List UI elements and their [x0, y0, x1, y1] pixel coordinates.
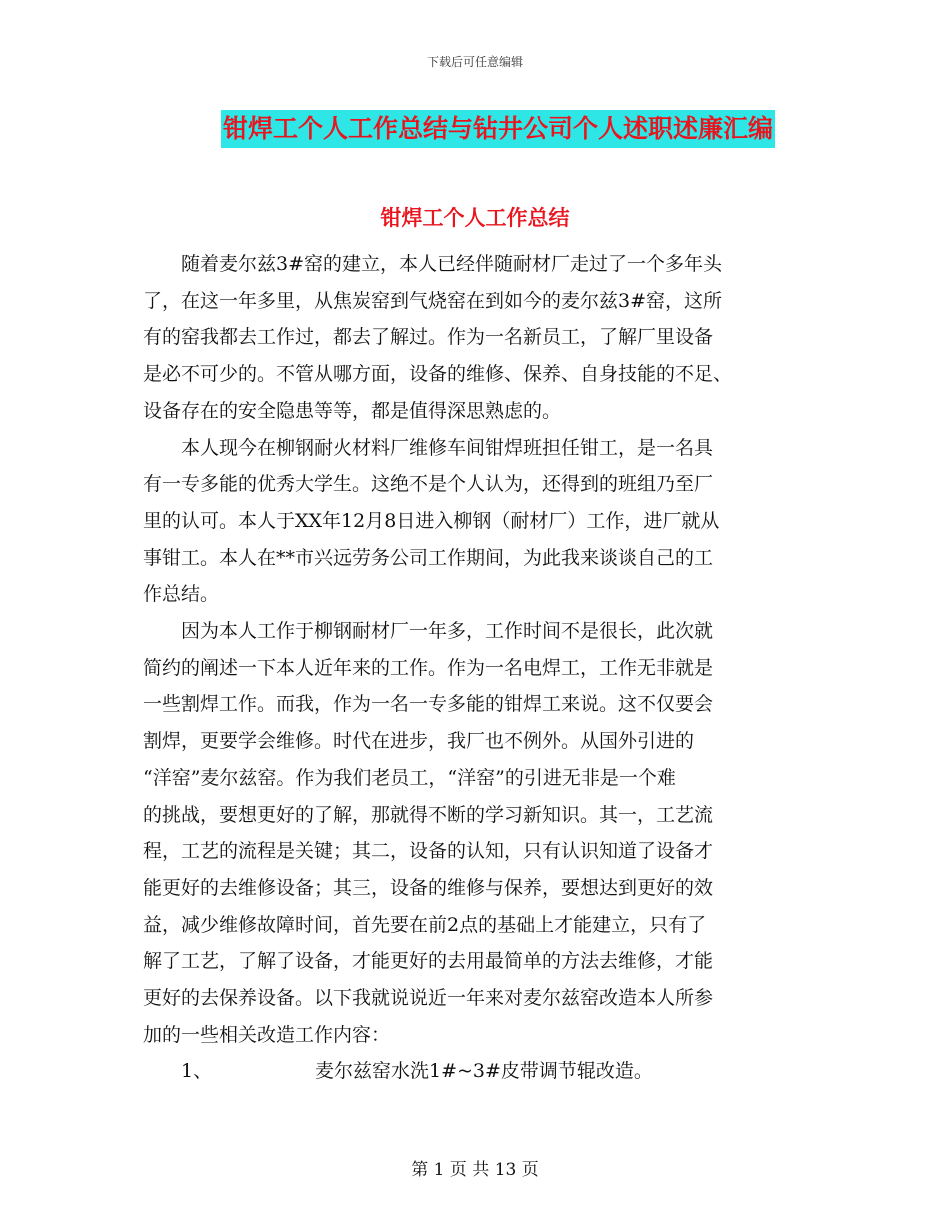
document-title: 钳焊工个人工作总结与钻井公司个人述职述廉汇编	[221, 110, 775, 148]
paragraph-line: 的挑战，要想更好的了解，那就得不断的学习新知识。其一，工艺流	[143, 803, 714, 826]
paragraph-line: 是必不可少的。不管从哪方面，设备的维修、保养、自身技能的不足、	[143, 363, 733, 386]
document-title-container	[0, 110, 950, 148]
page-footer: 第 1 页 共 13 页	[411, 1160, 539, 1180]
paragraph-line: 作总结。	[143, 583, 220, 606]
paragraph-line: 随着麦尔兹3#窑的建立，本人已经伴随耐材厂走过了一个多年头	[181, 253, 723, 275]
paragraph-line: 设备存在的安全隐患等等，都是值得深思熟虑的。	[143, 399, 562, 422]
paragraph	[143, 430, 807, 614]
list-item-number: 1、	[181, 1060, 213, 1083]
paragraph-line: 因为本人工作于柳钢耐材厂一年多，工作时间不是很长，此次就	[181, 620, 714, 643]
paragraph-line: 事钳工。本人在**市兴远劳务公司工作期间，为此我来谈谈自己的工	[143, 546, 714, 569]
paragraph	[143, 246, 807, 430]
paragraph-line: 有一专多能的优秀大学生。这绝不是个人认为，还得到的班组乃至厂	[143, 473, 714, 496]
list-item	[143, 1053, 807, 1090]
list-item-text: 麦尔兹窑水洗1#~3#皮带调节辊改造。	[315, 1060, 653, 1083]
paragraph-line: 益，减少维修故障时间，首先要在前2点的基础上才能建立，只有了	[143, 913, 707, 936]
paragraph-line: 加的一些相关改造工作内容：	[143, 1023, 391, 1046]
paragraph-line: 本人现今在柳钢耐火材料厂维修车间钳焊班担任钳工，是一名具	[181, 436, 714, 459]
document-body	[143, 246, 807, 1090]
header-note: 下载后可任意编辑	[426, 55, 523, 69]
paragraph-line: 简约的阐述一下本人近年来的工作。作为一名电焊工，工作无非就是	[143, 656, 714, 679]
paragraph-line: 里的认可。本人于XX年12月8日进入柳钢（耐材厂）工作，进厂就从	[143, 509, 720, 532]
section-title: 钳焊工个人工作总结	[380, 206, 570, 230]
paragraph-line: “洋窑”麦尔兹窑。作为我们老员工，“洋窑”的引进无非是一个难	[143, 766, 676, 789]
paragraph-line: 有的窑我都去工作过，都去了解过。作为一名新员工，了解厂里设备	[143, 326, 714, 349]
paragraph	[143, 613, 807, 1053]
paragraph-line: 一些割焊工作。而我，作为一名一专多能的钳焊工来说。这不仅要会	[143, 693, 714, 716]
paragraph-line: 能更好的去维修设备；其三，设备的维修与保养，要想达到更好的效	[143, 876, 714, 899]
paragraph-line: 更好的去保养设备。以下我就说说近一年来对麦尔兹窑改造本人所参	[143, 987, 714, 1010]
paragraph-line: 了，在这一年多里，从焦炭窑到气烧窑在到如今的麦尔兹3#窑，这所	[143, 289, 723, 312]
paragraph-line: 割焊，更要学会维修。时代在进步，我厂也不例外。从国外引进的	[143, 730, 695, 753]
paragraph-line: 解了工艺，了解了设备，才能更好的去用最简单的方法去维修，才能	[143, 950, 714, 973]
paragraph-line: 程，工艺的流程是关键；其二，设备的认知，只有认识知道了设备才	[143, 840, 714, 863]
